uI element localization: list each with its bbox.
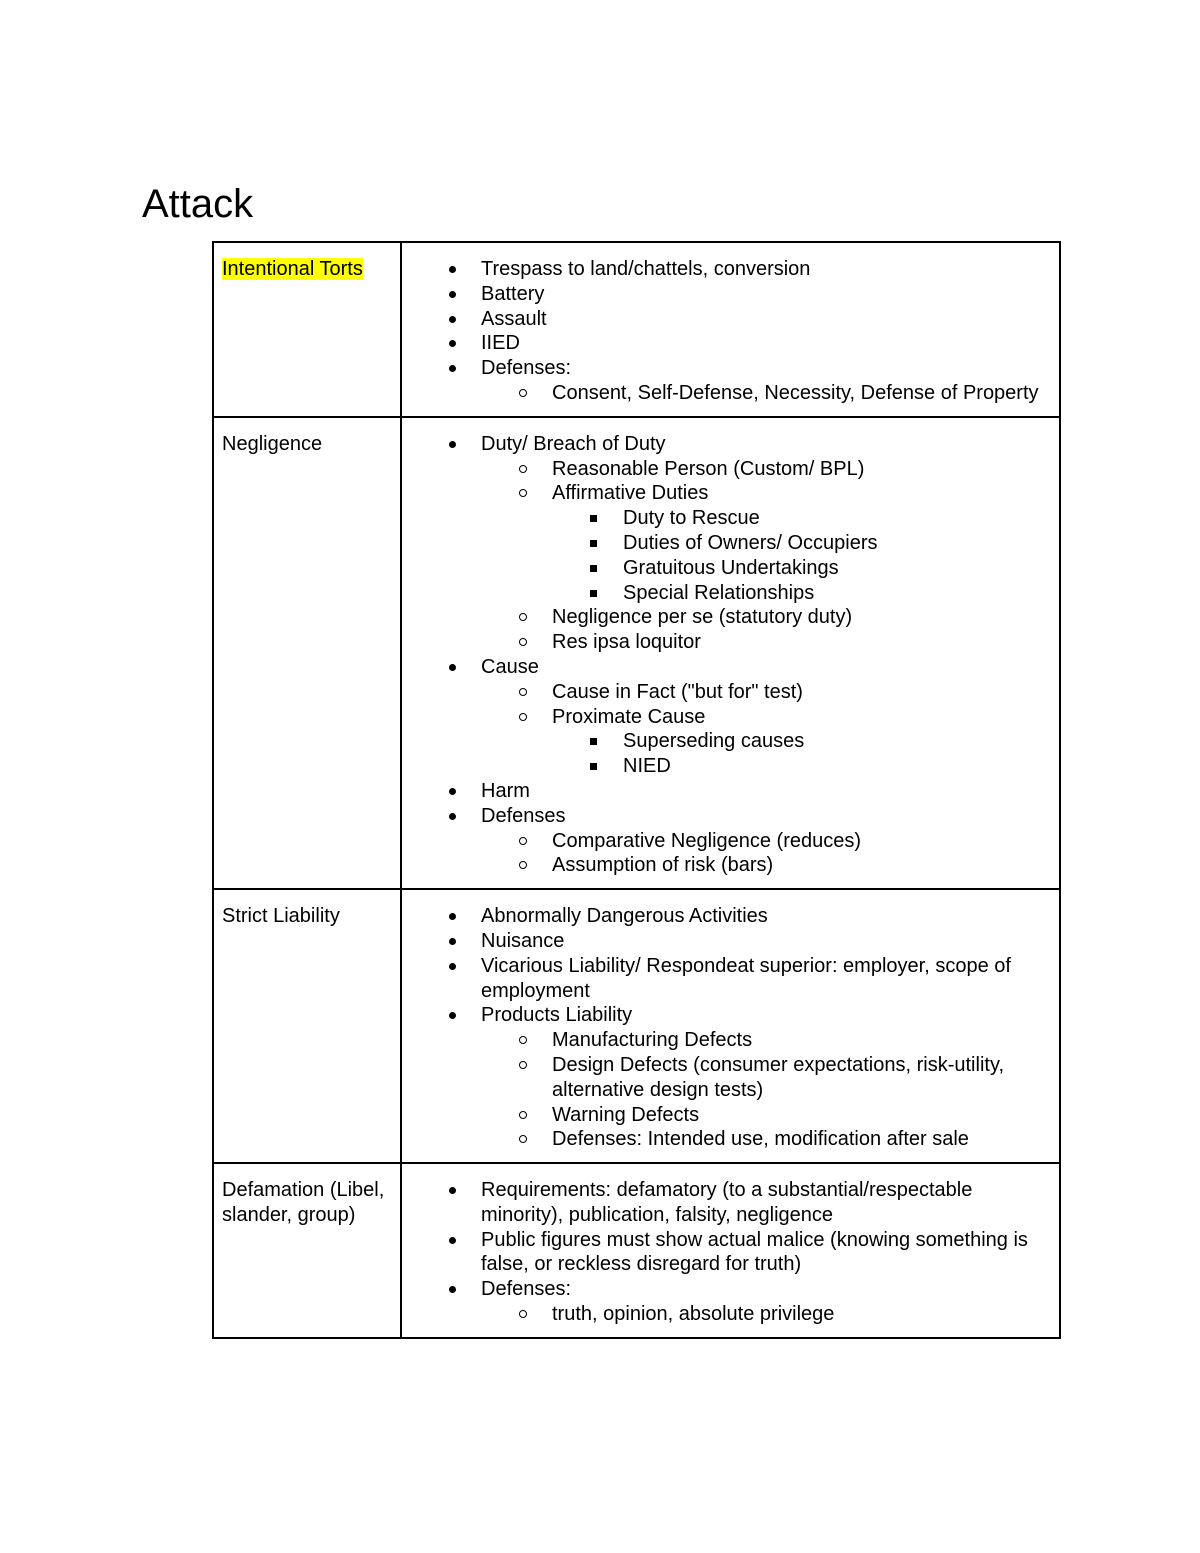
bullet-list-level-2	[481, 1302, 1051, 1327]
list-item-text: Duty to Rescue	[623, 507, 760, 530]
bullet-disc-icon	[449, 1012, 456, 1019]
list-item	[410, 1228, 1051, 1278]
table-row	[213, 242, 1060, 417]
list-item	[481, 481, 1051, 605]
bullet-square-icon	[590, 590, 597, 597]
list-item	[481, 829, 1051, 854]
bullet-circle-icon	[519, 489, 527, 497]
list-item	[481, 630, 1051, 655]
bullet-circle-icon	[519, 861, 527, 869]
topic-label: Intentional Torts	[222, 258, 363, 280]
list-item	[481, 1127, 1051, 1152]
list-item-text: Special Relationships	[623, 581, 815, 604]
bullet-disc-icon	[449, 1187, 456, 1194]
bullet-disc-icon	[449, 316, 456, 323]
list-item-text: Defenses	[481, 804, 566, 827]
bullet-circle-icon	[519, 837, 527, 845]
list-item-text: Nuisance	[481, 929, 565, 952]
details-cell	[401, 242, 1060, 417]
details-cell	[401, 1163, 1060, 1338]
page-title: Attack	[142, 182, 254, 226]
list-item-text: Consent, Self-Defense, Necessity, Defense of Property	[552, 381, 1039, 404]
list-item-text: Vicarious Liability/ Respondeat superior: employer, scope of employment	[481, 954, 1011, 1002]
list-item-text: Duties of Owners/ Occupiers	[623, 531, 878, 554]
bullet-list-level-2	[481, 1028, 1051, 1152]
list-item	[552, 556, 1051, 581]
topic-cell	[213, 889, 401, 1163]
bullet-disc-icon	[449, 266, 456, 273]
list-item	[481, 1053, 1051, 1103]
bullet-disc-icon	[449, 913, 456, 920]
list-item-text: Abnormally Dangerous Activities	[481, 905, 768, 928]
bullet-circle-icon	[519, 1310, 527, 1318]
topic-label: Negligence	[222, 432, 323, 455]
bullet-list-level-2	[481, 829, 1051, 879]
bullet-disc-icon	[449, 1237, 456, 1244]
bullet-list-level-3	[552, 729, 1051, 779]
table-row	[213, 417, 1060, 889]
bullet-circle-icon	[519, 1036, 527, 1044]
details-cell	[401, 417, 1060, 889]
bullet-list-level-1	[410, 257, 1051, 406]
list-item	[481, 1103, 1051, 1128]
list-item-text: Products Liability	[481, 1004, 633, 1027]
list-item-text: Res ipsa loquitor	[552, 631, 701, 654]
bullet-square-icon	[590, 565, 597, 572]
bullet-disc-icon	[449, 664, 456, 671]
list-item	[481, 457, 1051, 482]
bullet-circle-icon	[519, 1111, 527, 1119]
list-item-text: Assumption of risk (bars)	[552, 854, 774, 877]
list-item-text: Superseding causes	[623, 730, 805, 753]
bullet-disc-icon	[449, 340, 456, 347]
bullet-list-level-2	[481, 381, 1051, 406]
list-item	[552, 581, 1051, 606]
list-item-text: Defenses:	[481, 357, 572, 380]
list-item	[410, 929, 1051, 954]
list-item-text: Reasonable Person (Custom/ BPL)	[552, 457, 865, 480]
list-item	[410, 1277, 1051, 1327]
list-item	[410, 432, 1051, 655]
bullet-disc-icon	[449, 813, 456, 820]
topic-label: Defamation (Libel, slander, group)	[222, 1179, 385, 1226]
bullet-list-level-2	[481, 457, 1051, 655]
topic-cell	[213, 1163, 401, 1338]
bullet-list-level-3	[552, 506, 1051, 605]
list-item	[410, 356, 1051, 406]
bullet-circle-icon	[519, 713, 527, 721]
list-item-text: NIED	[623, 755, 671, 778]
bullet-circle-icon	[519, 465, 527, 473]
bullet-square-icon	[590, 540, 597, 547]
list-item-text: Battery	[481, 282, 545, 305]
list-item	[552, 729, 1051, 754]
bullet-list-level-1	[410, 904, 1051, 1152]
bullet-circle-icon	[519, 613, 527, 621]
list-item-text: Warning Defects	[552, 1103, 700, 1126]
bullet-disc-icon	[449, 788, 456, 795]
bullet-list-level-2	[481, 680, 1051, 779]
list-item-text: Requirements: defamatory (to a substantial/respectable minority), publication, falsity, negligence	[481, 1179, 973, 1226]
list-item-text: Harm	[481, 779, 530, 802]
bullet-disc-icon	[449, 365, 456, 372]
table-row	[213, 889, 1060, 1163]
list-item-text: Negligence per se (statutory duty)	[552, 606, 853, 629]
bullet-circle-icon	[519, 1135, 527, 1143]
bullet-disc-icon	[449, 291, 456, 298]
list-item	[410, 779, 1051, 804]
list-item	[552, 531, 1051, 556]
attack-outline-table	[212, 241, 1061, 1339]
list-item	[410, 655, 1051, 779]
bullet-square-icon	[590, 515, 597, 522]
list-item-text: Gratuitous Undertakings	[623, 556, 839, 579]
list-item-text: Design Defects (consumer expectations, risk-utility, alternative design tests)	[552, 1053, 1005, 1101]
list-item-text: Defenses: Intended use, modification after sale	[552, 1128, 969, 1151]
list-item-text: Cause in Fact ("but for" test)	[552, 680, 803, 703]
list-item-text: Cause	[481, 655, 539, 678]
table-row	[213, 1163, 1060, 1338]
list-item	[481, 605, 1051, 630]
list-item	[481, 680, 1051, 705]
list-item	[481, 1028, 1051, 1053]
list-item	[552, 754, 1051, 779]
list-item	[410, 1178, 1051, 1228]
bullet-list-level-1	[410, 1178, 1051, 1327]
bullet-circle-icon	[519, 389, 527, 397]
bullet-disc-icon	[449, 963, 456, 970]
list-item	[410, 282, 1051, 307]
list-item	[410, 331, 1051, 356]
list-item	[552, 506, 1051, 531]
bullet-circle-icon	[519, 638, 527, 646]
bullet-circle-icon	[519, 688, 527, 696]
list-item-text: IIED	[481, 332, 520, 355]
list-item-text: Manufacturing Defects	[552, 1029, 753, 1052]
list-item-text: Duty/ Breach of Duty	[481, 432, 666, 455]
list-item	[410, 954, 1051, 1004]
list-item	[410, 804, 1051, 878]
list-item-text: Proximate Cause	[552, 705, 706, 728]
list-item-text: truth, opinion, absolute privilege	[552, 1303, 835, 1326]
bullet-circle-icon	[519, 1061, 527, 1069]
outline-table-body	[213, 242, 1060, 1338]
list-item-text: Public figures must show actual malice (knowing something is false, or reckless disregard for truth)	[481, 1228, 1028, 1276]
bullet-disc-icon	[449, 441, 456, 448]
list-item	[410, 307, 1051, 332]
bullet-disc-icon	[449, 938, 456, 945]
list-item	[410, 904, 1051, 929]
list-item	[481, 1302, 1051, 1327]
list-item-text: Affirmative Duties	[552, 482, 709, 505]
topic-cell	[213, 417, 401, 889]
list-item	[481, 381, 1051, 406]
topic-cell	[213, 242, 401, 417]
bullet-list-level-1	[410, 432, 1051, 878]
bullet-disc-icon	[449, 1286, 456, 1293]
list-item-text: Trespass to land/chattels, conversion	[481, 258, 811, 280]
topic-label: Strict Liability	[222, 905, 340, 928]
list-item	[410, 1003, 1051, 1152]
list-item	[410, 257, 1051, 282]
list-item-text: Defenses:	[481, 1278, 572, 1301]
list-item	[481, 853, 1051, 878]
bullet-square-icon	[590, 738, 597, 745]
list-item-text: Assault	[481, 307, 547, 330]
list-item	[481, 705, 1051, 779]
list-item-text: Comparative Negligence (reduces)	[552, 829, 862, 852]
details-cell	[401, 889, 1060, 1163]
bullet-square-icon	[590, 763, 597, 770]
